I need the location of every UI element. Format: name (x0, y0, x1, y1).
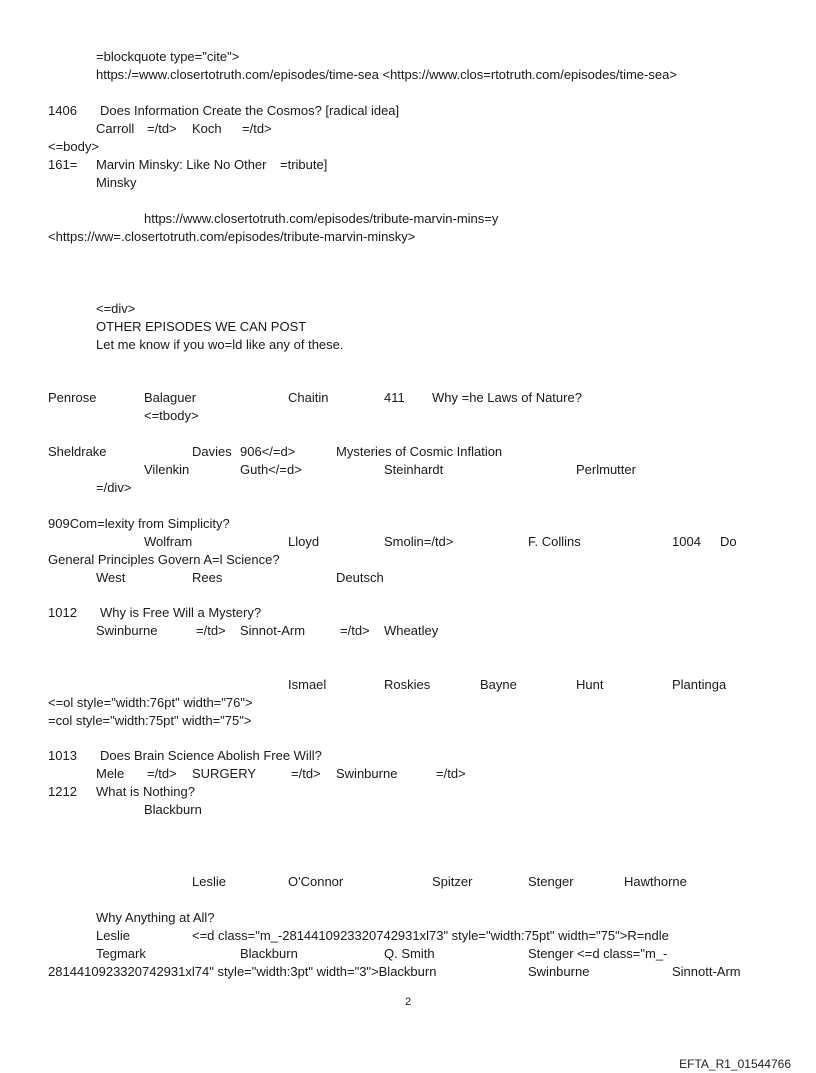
guest-name: Spitzer (432, 874, 473, 889)
guest-name: Q. Smith (384, 946, 435, 961)
episode-title: Why Anything at All? (96, 910, 215, 925)
episode-title: 909Com=lexity from Simplicity? (48, 516, 230, 531)
text-fragment: =/td> (436, 766, 466, 781)
guest-name: Wolfram (144, 534, 193, 549)
episode-title: Why is Free Will a Mystery? (100, 605, 262, 620)
text-fragment: =/td> (147, 121, 177, 136)
guest-name: Ismael (288, 677, 327, 692)
text-line: <=ol style="width:76pt" width="76"> (48, 695, 253, 710)
text-line: =blockquote type="cite"> (96, 49, 240, 64)
text-fragment: =/td> (291, 766, 321, 781)
guest-name: Blackburn (144, 802, 202, 817)
text-line: <=div> (96, 301, 136, 316)
guest-name: Sinnott-Arm (672, 964, 741, 979)
guest-name: Sinnot-Arm (240, 623, 306, 638)
episode-number: 161= (48, 157, 78, 172)
guest-name: Davies (192, 444, 232, 459)
guest-name: Smolin=/td> (384, 534, 454, 549)
episode-number: 906</=d> (240, 444, 296, 459)
guest-name: Hunt (576, 677, 604, 692)
page-number: 2 (404, 996, 412, 1008)
guest-name: Roskies (384, 677, 431, 692)
episode-title: Mysteries of Cosmic Inflation (336, 444, 503, 459)
text-fragment: =/td> (147, 766, 177, 781)
episode-number: 1212 (48, 784, 77, 799)
text-line: Let me know if you wo=ld like any of these. (96, 337, 344, 352)
episode-number: 1012 (48, 605, 77, 620)
episode-title: Does Information Create the Cosmos? [radical idea] (100, 103, 400, 118)
guest-name: Vilenkin (144, 462, 190, 477)
section-heading: OTHER EPISODES WE CAN POST (96, 319, 307, 334)
text-line: =col style="width:75pt" width="75"> (48, 713, 252, 728)
guest-name: Koch (192, 121, 222, 136)
guest-name: SURGERY (192, 766, 257, 781)
guest-name: Swinburne (336, 766, 398, 781)
guest-name: Leslie (96, 928, 130, 943)
guest-name: Swinburne (96, 623, 158, 638)
text-fragment: =/td> (242, 121, 272, 136)
guest-name: Mele (96, 766, 125, 781)
guest-name: Minsky (96, 175, 137, 190)
guest-name: Deutsch (336, 570, 384, 585)
document-id-footer: EFTA_R1_01544766 (679, 1057, 791, 1071)
guest-name: Bayne (480, 677, 517, 692)
episode-title: Marvin Minsky: Like No Other (96, 157, 267, 172)
episode-number: 411 (384, 390, 405, 405)
guest-name: Leslie (192, 874, 226, 889)
episode-number: 1004 (672, 534, 701, 549)
guest-name: Hawthorne (624, 874, 687, 889)
guest-name: Rees (192, 570, 223, 585)
guest-name: Chaitin (288, 390, 329, 405)
guest-name: Wheatley (384, 623, 439, 638)
text-line: https://www.closertotruth.com/episodes/tribute-marvin-mins=y (144, 211, 499, 226)
episode-title: Why =he Laws of Nature? (432, 390, 582, 405)
episode-title: Does Brain Science Abolish Free Will? (100, 748, 322, 763)
guest-name: Stenger (528, 874, 574, 889)
text-fragment: =/td> (340, 623, 370, 638)
episode-number: 1013 (48, 748, 77, 763)
text-fragment: Do (720, 534, 737, 549)
guest-name: Lloyd (288, 534, 320, 549)
text-line: https:/=www.closertotruth.com/episodes/time-sea <https://www.clos=rtotruth.com/episodes/time-sea> (96, 67, 677, 82)
text-line: <https://ww=.closertotruth.com/episodes/tribute-marvin-minsky> (48, 229, 416, 244)
guest-name: West (96, 570, 126, 585)
guest-name: F. Collins (528, 534, 581, 549)
text-fragment: Stenger <=d class="m_- (528, 946, 668, 961)
guest-name: Steinhardt (384, 462, 444, 477)
episode-title: What is Nothing? (96, 784, 195, 799)
guest-name: Sheldrake (48, 444, 107, 459)
text-line: <=body> (48, 139, 99, 154)
text-line: =/div> (96, 480, 132, 495)
text-fragment: 2814410923320742931xl74" style="width:3pt" width="3">Blackburn (48, 964, 437, 979)
text-line: <=tbody> (144, 408, 199, 423)
guest-name: Blackburn (240, 946, 298, 961)
text-fragment: =tribute] (280, 157, 328, 172)
guest-name: Swinburne (528, 964, 590, 979)
guest-name: Balaguer (144, 390, 197, 405)
episode-number: 1406 (48, 103, 77, 118)
guest-name: Plantinga (672, 677, 727, 692)
guest-name: O'Connor (288, 874, 344, 889)
guest-name: Tegmark (96, 946, 146, 961)
guest-name: Carroll (96, 121, 135, 136)
guest-name: Penrose (48, 390, 97, 405)
guest-name: Perlmutter (576, 462, 636, 477)
episode-title: General Principles Govern A=l Science? (48, 552, 280, 567)
text-fragment: <=d class="m_-2814410923320742931xl73" style="width:75pt" width="75">R=ndle (192, 928, 669, 943)
guest-name: Guth</=d> (240, 462, 302, 477)
text-fragment: =/td> (196, 623, 226, 638)
